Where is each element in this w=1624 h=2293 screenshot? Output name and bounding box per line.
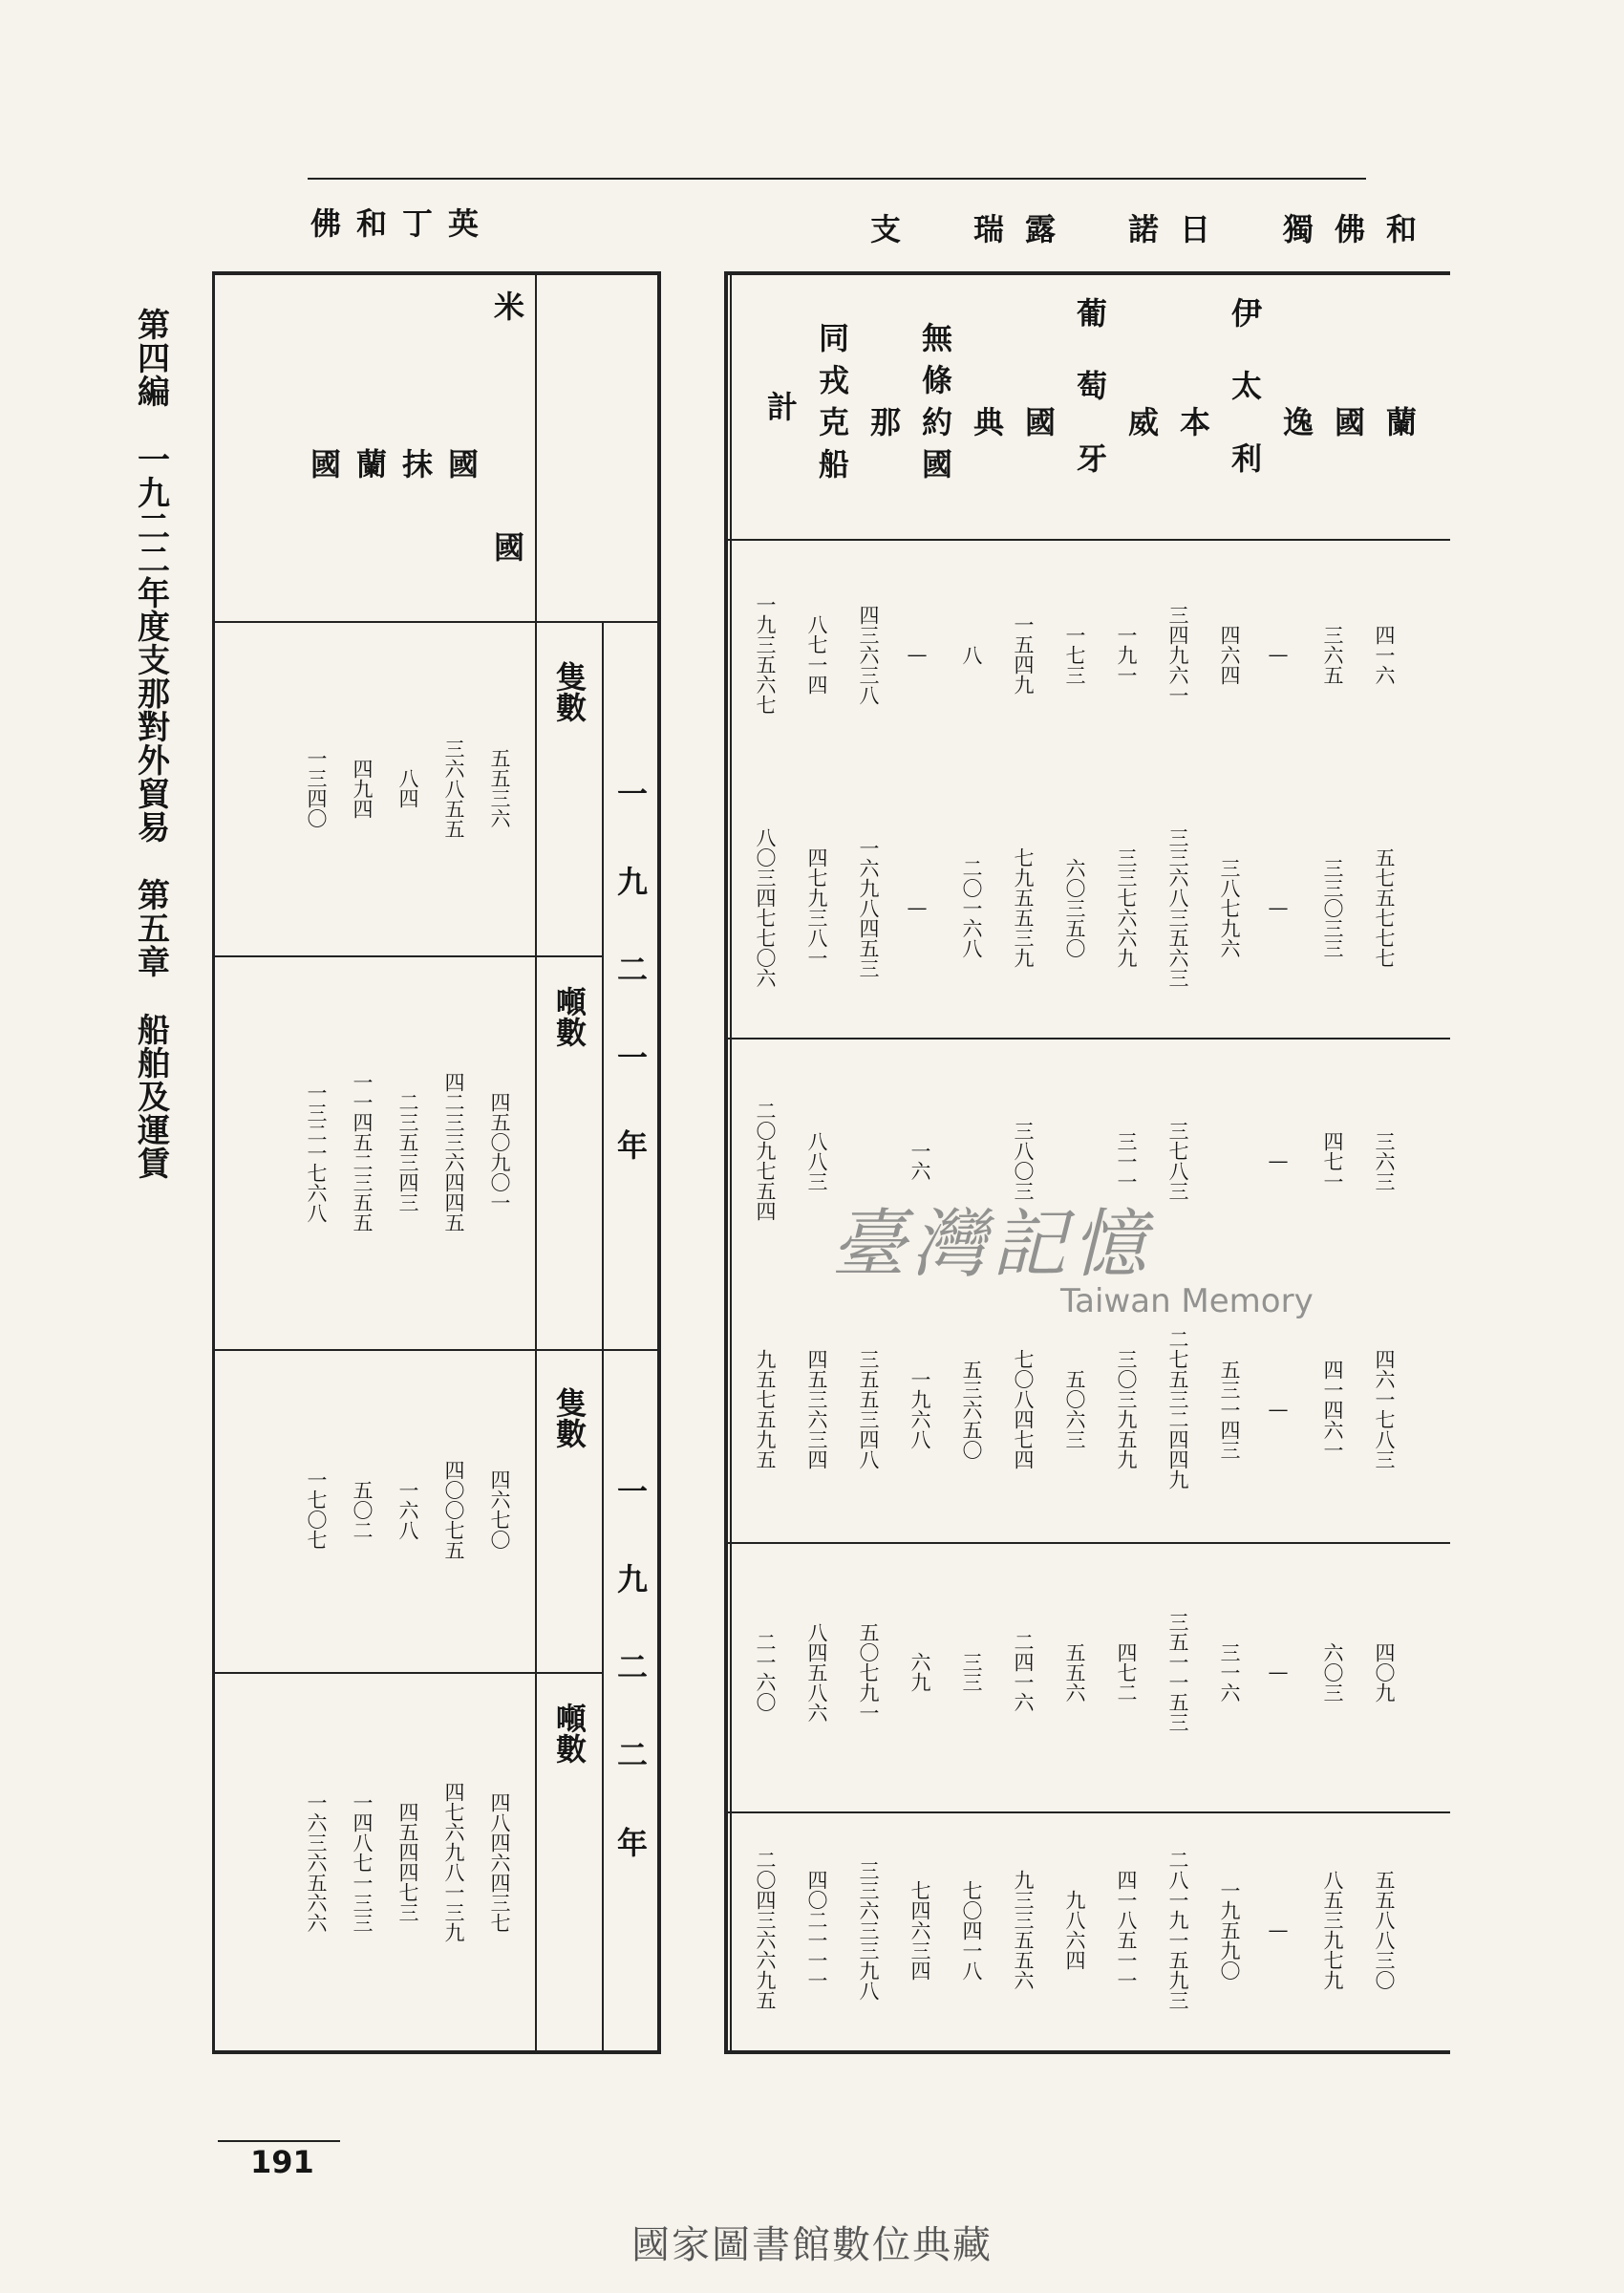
tr-cell: 四五三六三四 <box>805 1349 828 1469</box>
table-left-year-rule <box>212 1349 661 1351</box>
table-right-rule-5 <box>724 1811 1450 1813</box>
running-head-book: 一九二二年度支那對外貿易 <box>131 442 170 844</box>
tr-row-label: 瑞典 <box>969 213 1005 599</box>
tr-cell: 三五五三四八 <box>857 1349 880 1469</box>
running-head-topic: 船舶及運賃 <box>131 1013 170 1180</box>
tr-cell: 一五四九 <box>1012 614 1035 695</box>
running-head-chapter: 第五章 <box>131 878 170 978</box>
tr-cell: 四〇九 <box>1373 1641 1396 1703</box>
tl-hdr-ships-1921: 隻數 <box>551 661 588 722</box>
table-left-left-border <box>212 271 215 2054</box>
tr-cell: 八五三九七九 <box>1321 1870 1344 1990</box>
tr-cell: 八七一四 <box>805 614 828 695</box>
tl-row-label: 丁抹 <box>397 207 434 689</box>
tr-cell: — <box>1267 643 1290 666</box>
tr-cell: — <box>1267 1661 1290 1683</box>
tr-cell: 三七八三 <box>1166 1121 1189 1201</box>
tl-cell: 四〇〇七五 <box>442 1459 465 1560</box>
tl-cell: 二三五三四三 <box>396 1092 419 1212</box>
tr-cell: 三三六三三九八 <box>857 1859 880 2001</box>
tl-hdr-year-1922: 一九二二年 <box>612 1475 649 1915</box>
tr-cell: 三五一一五三 <box>1166 1612 1189 1732</box>
tr-cell: — <box>906 643 929 666</box>
watermark-cn: 臺灣記憶 <box>831 1202 1153 1288</box>
tr-row-label: 無條約國 <box>917 322 953 490</box>
running-head-part: 第四編 <box>131 308 170 408</box>
tr-cell: 七〇四一八 <box>960 1879 983 1981</box>
tl-cell: 一三二一七六八 <box>305 1082 328 1223</box>
tr-cell: 二〇九七五四 <box>754 1101 777 1221</box>
tr-cell: — <box>1267 1918 1290 1941</box>
tr-cell: 五三六五〇 <box>960 1359 983 1460</box>
tl-row-label: 米國 <box>489 290 525 772</box>
tr-cell: 二〇四三六六九五 <box>754 1850 777 2010</box>
page-number: 191 <box>250 2144 314 2180</box>
tr-cell: 三八〇三 <box>1012 1121 1035 1201</box>
tr-cell: 四〇二一一一 <box>805 1870 828 1990</box>
tr-row-label: 和蘭 <box>1381 213 1418 599</box>
tr-cell: 一六 <box>908 1141 931 1181</box>
tl-hdr-tons-1922: 噸數 <box>551 1703 588 1764</box>
tr-cell: 五七五七七七 <box>1373 847 1396 968</box>
tr-row-label: 露國 <box>1020 213 1057 599</box>
tl-cell: 八四 <box>396 768 419 808</box>
tr-cell: 五五六 <box>1063 1641 1086 1703</box>
tr-row-label: 計 <box>762 391 799 421</box>
tr-cell: — <box>1267 896 1290 919</box>
tr-cell: 五三一四三 <box>1218 1359 1241 1460</box>
tr-cell: 二七五三二四四九 <box>1166 1329 1189 1489</box>
tr-cell: 八〇三四七七〇六 <box>754 827 777 988</box>
tr-cell: 八 <box>960 644 983 665</box>
tr-cell: 五〇七九一 <box>857 1621 880 1723</box>
tr-cell: 三三〇三三 <box>1321 857 1344 958</box>
tr-cell: 六〇三五〇 <box>1063 857 1086 958</box>
tl-cell: 四七六九八一三九 <box>442 1782 465 1942</box>
tr-cell: 八八三 <box>805 1130 828 1191</box>
table-right-rule-2 <box>724 1038 1450 1039</box>
tr-row-label: 葡萄牙 <box>1072 297 1108 515</box>
tl-cell: 三六八五五 <box>442 738 465 839</box>
tr-cell: 四一六 <box>1373 624 1396 685</box>
tr-cell: 三一六 <box>1218 1641 1241 1703</box>
tr-cell: 一七三 <box>1063 624 1086 685</box>
tr-cell: 八四五八六 <box>805 1621 828 1723</box>
tr-cell: 二四一六 <box>1012 1632 1035 1712</box>
tl-cell: 四九四 <box>351 758 374 819</box>
tr-row-label: 同戎克船 <box>814 322 850 490</box>
tl-cell: 一一四五二三五五 <box>351 1072 374 1232</box>
tr-row-label: 諾威 <box>1123 213 1160 599</box>
tl-cell: 四六七〇 <box>488 1469 511 1550</box>
tr-cell: 二一六〇 <box>754 1632 777 1712</box>
tr-row-label: 獨逸 <box>1278 213 1314 599</box>
tr-cell: 九八六四 <box>1063 1890 1086 1970</box>
tr-row-label: 佛國 <box>1330 213 1366 599</box>
page-head-rule <box>308 178 1366 180</box>
tl-cell: 五五三六 <box>488 748 511 828</box>
tr-cell: 五〇六三 <box>1063 1369 1086 1449</box>
tr-cell: 一九六八 <box>908 1369 931 1449</box>
running-head <box>122 308 180 1187</box>
tr-cell: 五五八八三〇 <box>1373 1870 1396 1990</box>
table-left-label-divider <box>535 271 537 2054</box>
tr-cell: 三三六八三五六三 <box>1166 827 1189 988</box>
tl-cell: 四五〇九〇一 <box>488 1092 511 1212</box>
table-left-col-rule-1 <box>212 955 602 957</box>
tr-cell: 三六五 <box>1321 624 1344 685</box>
tl-hdr-tons-1921: 噸數 <box>551 986 588 1047</box>
table-left <box>212 207 661 2054</box>
tr-cell: 九五七五九五 <box>754 1349 777 1469</box>
tr-cell: 三一一 <box>1115 1130 1138 1191</box>
tl-row-label: 和蘭 <box>352 207 388 689</box>
tr-cell: 三三七六六九 <box>1115 847 1138 968</box>
watermark-en: Taiwan Memory <box>1060 1282 1314 1320</box>
tr-row-label: 日本 <box>1175 213 1211 599</box>
tl-cell: 四五四四七三 <box>396 1802 419 1922</box>
tr-cell: 七〇八四七四 <box>1012 1349 1035 1469</box>
tr-cell: 三六三 <box>1373 1130 1396 1191</box>
tr-cell: 四七二 <box>1115 1641 1138 1703</box>
tl-hdr-year-1921: 一九二一年 <box>612 778 649 1217</box>
tr-cell: 四六四 <box>1218 624 1241 685</box>
table-right-bottom-border <box>724 2050 1450 2054</box>
tr-cell: 四一四六一 <box>1321 1359 1344 1460</box>
watermark <box>831 1185 1328 1338</box>
table-right-rule-4 <box>724 1542 1450 1544</box>
tl-cell: 四二三三六四四五 <box>442 1072 465 1232</box>
tr-cell: 三四九六一 <box>1166 604 1189 705</box>
tr-cell: 一九五九〇 <box>1218 1879 1241 1981</box>
tr-cell: 九三三五五六 <box>1012 1870 1035 1990</box>
tr-cell: 一六九八四五三 <box>857 837 880 978</box>
tl-cell: 四八四六四三七 <box>488 1791 511 1933</box>
tr-cell: 二八一九一五九三 <box>1166 1850 1189 2010</box>
tl-row-label: 佛國 <box>306 207 342 689</box>
tl-cell: 一六八 <box>396 1479 419 1540</box>
tr-cell: 四六一七八三 <box>1373 1349 1396 1469</box>
page-number-rule <box>218 2140 340 2142</box>
tr-cell: 三八七九六 <box>1218 857 1241 958</box>
tr-cell: 四三六三八 <box>857 604 880 705</box>
table-left-bottom-border <box>212 2050 661 2054</box>
table-left-col-rule-2 <box>212 1672 602 1674</box>
tr-cell: 一九三五六七 <box>754 594 777 715</box>
tr-cell: 四七一 <box>1321 1130 1344 1191</box>
tl-hdr-ships-1922: 隻數 <box>551 1387 588 1448</box>
tr-cell: 一九一 <box>1115 624 1138 685</box>
tr-cell: — <box>1267 1398 1290 1421</box>
tr-cell: 四七九三八一 <box>805 847 828 968</box>
tr-cell: 七九五五三九 <box>1012 847 1035 968</box>
tl-cell: 一三四〇 <box>305 748 328 828</box>
tr-cell: 六九 <box>908 1652 931 1692</box>
tl-cell: 五〇二 <box>351 1479 374 1540</box>
tr-row-label: 伊太利 <box>1227 297 1263 515</box>
tr-cell: — <box>906 896 929 919</box>
tr-cell: 二〇一六八 <box>960 857 983 958</box>
tr-row-label: 支那 <box>865 213 902 599</box>
tr-cell: 四一八五一一 <box>1115 1870 1138 1990</box>
footer-caption: 國家圖書館數位典藏 <box>631 2223 993 2267</box>
tr-cell: 六〇三 <box>1321 1641 1344 1703</box>
table-left-right-border <box>657 271 661 2054</box>
tl-row-label: 英國 <box>443 207 480 689</box>
tl-cell: 一七〇七 <box>305 1469 328 1550</box>
tr-cell: — <box>1267 1149 1290 1172</box>
tl-cell: 一六三六五六六 <box>305 1791 328 1933</box>
tr-cell: 三〇三九五九 <box>1115 1349 1138 1469</box>
tr-cell: 三三 <box>960 1652 983 1692</box>
tr-cell: 七四六三四 <box>908 1879 931 1981</box>
tl-cell: 一四八七一三三 <box>351 1791 374 1933</box>
